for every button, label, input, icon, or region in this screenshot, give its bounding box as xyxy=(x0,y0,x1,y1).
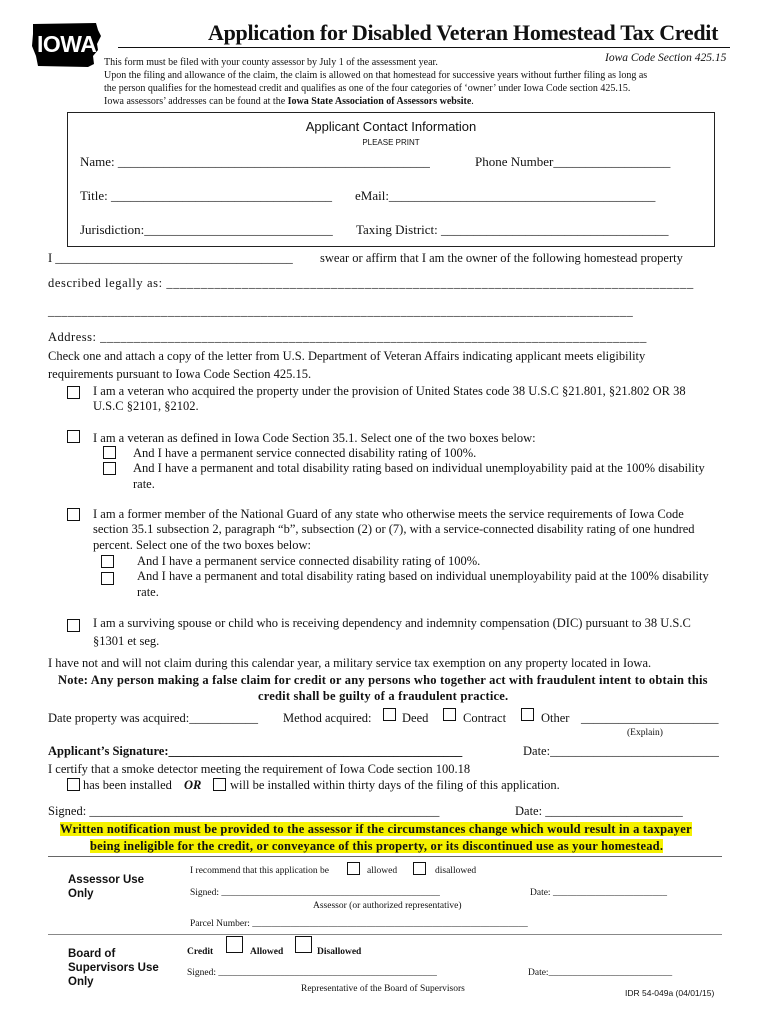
board-signed-field[interactable]: Signed: ______________________________________________ xyxy=(187,968,437,978)
option-3-sub-2-line-1: And I have a permanent and total disability rating based on individual unemployability paid at the 100% disability xyxy=(137,569,709,583)
title-rule xyxy=(118,47,730,48)
option-3-sub-2-line-2: rate. xyxy=(137,585,159,599)
intro-line-4-suffix: . xyxy=(471,96,474,107)
applicant-contact-box xyxy=(67,112,715,247)
board-title-2: Supervisors Use xyxy=(68,962,159,974)
code-section: Iowa Code Section 425.15 xyxy=(605,52,727,64)
board-disallowed-checkbox[interactable] xyxy=(295,936,312,953)
will-install-label: will be installed within thirty days of the filing of this application. xyxy=(230,778,560,792)
board-disallowed-label: Disallowed xyxy=(317,947,362,957)
smoke-detector-statement: I certify that a smoke detector meeting the requirement of Iowa Code section 100.18 xyxy=(48,762,471,776)
contract-checkbox[interactable] xyxy=(443,708,456,721)
eligibility-intro-2: requirements pursuant to Iowa Code Section 425.15. xyxy=(48,367,312,381)
option-3-line-1: I am a former member of the National Guard of any state who otherwise meets the service requirements of Iowa Code xyxy=(93,507,684,521)
option-4-checkbox[interactable] xyxy=(67,619,80,632)
signed-field[interactable]: Signed: ________________________________________________________ xyxy=(48,804,440,818)
address-field[interactable]: Address: _________________________________________________________________________________ xyxy=(48,330,647,344)
intro-line-3: the person qualifies for the homestead credit and qualifies as one of the four categories of ‘owner’ under Iowa Code section 425.15. xyxy=(104,83,631,94)
intro-line-1: This form must be filed with your county assessor by July 1 of the assessment year. xyxy=(104,57,438,68)
eligibility-intro-1: Check one and attach a copy of the letter from U.S. Department of Veteran Affairs indicating applicant meets eligibility xyxy=(48,349,646,363)
assessor-use-title-1: Assessor Use xyxy=(68,874,145,886)
installed-label: has been installed xyxy=(83,778,172,792)
legal-description-blank[interactable]: ________________________________________________________________________________________ xyxy=(48,304,634,318)
intro-line-2: Upon the filing and allowance of the claim, the claim is allowed on that homestead for successive years without further filing as long as xyxy=(104,70,648,81)
please-print: PLEASE PRINT xyxy=(362,138,420,147)
form-title: Application for Disabled Veteran Homestead Tax Credit xyxy=(208,20,719,45)
fraud-note-line-1: Note: Any person making a false claim for credit or any persons who together act with fraudulent intent to obtain this xyxy=(58,673,708,687)
email-field[interactable]: eMail:_________________________________________ xyxy=(355,188,656,203)
assessor-disallowed-checkbox[interactable] xyxy=(413,862,426,875)
parcel-number-field[interactable]: Parcel Number: __________________________________________________________ xyxy=(190,919,528,929)
board-credit-label: Credit xyxy=(187,947,214,957)
applicant-signature-field[interactable]: Applicant’s Signature:_______________________________________________ xyxy=(48,744,463,758)
option-3-line-3: percent. Select one of the two boxes below: xyxy=(93,538,311,552)
phone-field[interactable]: Phone Number__________________ xyxy=(475,154,671,169)
taxing-district-field[interactable]: Taxing District: ___________________________________ xyxy=(356,222,669,237)
option-2-sub-2-checkbox[interactable] xyxy=(103,462,116,475)
assessor-disallowed-label: disallowed xyxy=(435,866,477,876)
fraud-note-line-2: credit shall be guilty of a fraudulent practice. xyxy=(258,689,509,703)
will-install-checkbox[interactable] xyxy=(213,778,226,791)
other-explain-field[interactable]: ______________________ xyxy=(581,711,719,725)
option-3-line-2: section 35.1 subsection 2, paragraph “b”, subsection (2) or (7), with a service-connected disability rating of one hundred xyxy=(93,522,695,536)
no-claim-statement: I have not and will not claim during this calendar year, a military service tax exemption on any property located in Iowa. xyxy=(48,656,652,670)
signed-date-field[interactable]: Date: ______________________ xyxy=(515,804,683,818)
option-2-checkbox[interactable] xyxy=(67,430,80,443)
board-date-field[interactable]: Date:__________________________ xyxy=(528,968,673,978)
logo-text: IOWA xyxy=(37,31,97,57)
option-2-sub-2-line-2: rate. xyxy=(133,477,155,491)
assessor-signed-field[interactable]: Signed: ______________________________________________ xyxy=(190,888,440,898)
option-4-line-1: I am a surviving spouse or child who is receiving dependency and indemnity compensation (DIC) pursuant to 38 U.S.C xyxy=(93,616,691,630)
written-notification-line-2 xyxy=(90,839,663,854)
board-allowed-checkbox[interactable] xyxy=(226,936,243,953)
option-1-checkbox[interactable] xyxy=(67,386,80,399)
iowa-logo xyxy=(30,20,102,70)
option-1-line-1: I am a veteran who acquired the property under the provision of United States code 38 U.S.C §21.801, §21.802 OR 38 xyxy=(93,384,686,398)
name-field[interactable]: Name: ________________________________________________ xyxy=(80,154,430,169)
jurisdiction-field[interactable]: Jurisdiction:_____________________________ xyxy=(80,222,333,237)
board-divider xyxy=(48,934,722,935)
other-checkbox[interactable] xyxy=(521,708,534,721)
option-3-sub-2-checkbox[interactable] xyxy=(101,572,114,585)
contact-heading: Applicant Contact Information xyxy=(305,119,477,134)
board-rep-label: Representative of the Board of Supervisors xyxy=(301,984,465,994)
option-2-sub-1: And I have a permanent service connected disability rating of 100%. xyxy=(133,446,477,460)
assessor-use-title-2: Only xyxy=(68,888,94,900)
assessors-website-link[interactable]: Iowa State Association of Assessors website xyxy=(287,96,472,107)
form-id: IDR 54-049a (04/01/15) xyxy=(625,988,715,998)
other-label: Other xyxy=(541,711,570,725)
contract-label: Contract xyxy=(463,711,507,725)
intro-line-4 xyxy=(104,96,474,108)
written-notification-line-1 xyxy=(60,822,692,837)
option-2-sub-2-line-1: And I have a permanent and total disability rating based on individual unemployability paid at the 100% disability xyxy=(133,461,705,475)
option-3-sub-1-checkbox[interactable] xyxy=(101,555,114,568)
option-2-sub-1-checkbox[interactable] xyxy=(103,446,116,459)
assessor-date-field[interactable]: Date: ________________________ xyxy=(530,888,667,898)
title-field[interactable]: Title: __________________________________ xyxy=(80,188,332,203)
option-3-checkbox[interactable] xyxy=(67,508,80,521)
recommend-label: I recommend that this application be xyxy=(190,866,330,876)
explain-label: (Explain) xyxy=(627,728,663,738)
installed-checkbox[interactable] xyxy=(67,778,80,791)
deed-checkbox[interactable] xyxy=(383,708,396,721)
board-title-1: Board of xyxy=(68,948,116,960)
written-notification-line-1-text: Written notification must be provided to the assessor if the circumstances change which would result in a taxpayer xyxy=(60,822,692,836)
board-allowed-label: Allowed xyxy=(250,947,284,957)
section-divider xyxy=(48,856,722,857)
written-notification-line-2-text: being ineligible for the credit, or conveyance of this property, or its discontinued use as your homestead. xyxy=(90,839,664,853)
option-4-line-2: §1301 et seg. xyxy=(93,634,160,648)
assessor-allowed-label: allowed xyxy=(367,866,398,876)
option-3-sub-1: And I have a permanent service connected disability rating of 100%. xyxy=(137,554,481,568)
or-label: OR xyxy=(184,778,202,792)
assessor-rep-label: Assessor (or authorized representative) xyxy=(313,901,462,911)
legal-description-field[interactable]: described legally as: _____________________________________________________________________________ xyxy=(48,276,694,290)
applicant-date-field[interactable]: Date:___________________________ xyxy=(523,744,719,758)
option-1-line-2: U.S.C §2101, §2102. xyxy=(93,399,199,413)
option-2-line-1: I am a veteran as defined in Iowa Code Section 35.1. Select one of the two boxes below: xyxy=(93,431,536,445)
date-acquired-field[interactable]: Date property was acquired:___________ xyxy=(48,711,259,725)
oath-text: swear or affirm that I am the owner of the following homestead property xyxy=(320,251,683,265)
deed-label: Deed xyxy=(402,711,429,725)
assessor-allowed-checkbox[interactable] xyxy=(347,862,360,875)
intro-line-4-prefix: Iowa assessors’ addresses can be found at the xyxy=(104,96,288,107)
board-title-3: Only xyxy=(68,976,94,988)
owner-name-field[interactable]: I ______________________________________ xyxy=(48,251,293,265)
method-acquired-label: Method acquired: xyxy=(283,711,372,725)
